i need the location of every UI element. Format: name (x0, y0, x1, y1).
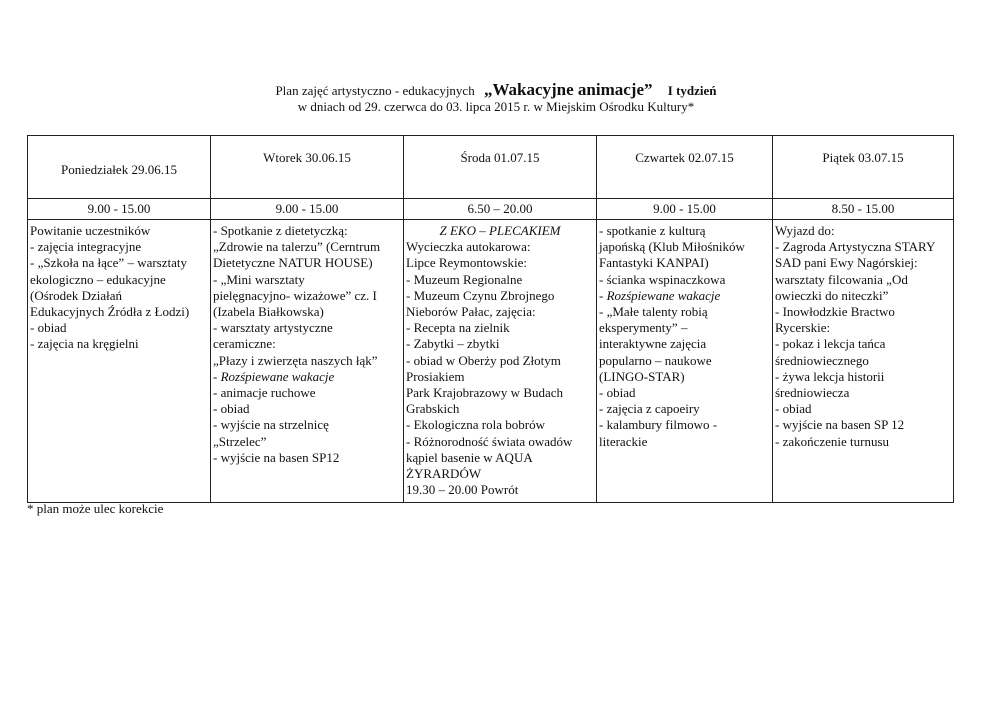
day-header-friday: Piątek 03.07.15 (773, 136, 954, 199)
activity-line: - Zabytki – zbytki (406, 336, 500, 352)
time-tuesday: 9.00 - 15.00 (211, 199, 404, 220)
activity-line: Wyjazd do: (775, 223, 835, 238)
activity-line: ŻYRARDÓW (406, 466, 482, 482)
activity-line: średniowiecznego (775, 352, 869, 368)
activity-line: Wycieczka autokarowa: (406, 239, 531, 255)
activity-line: - ścianka wspinaczkowa (599, 271, 726, 287)
activity-line: Dietetyczne NATUR HOUSE) (213, 255, 373, 271)
activity-line: (LINGO-STAR) (599, 368, 685, 384)
title-prefix: Plan zajęć artystyczno - edukacyjnych (275, 83, 475, 98)
activity-line: Edukacyjnych Źródła z Łodzi) (30, 304, 190, 320)
activity-line: 19.30 – 20.00 Powrót (406, 482, 519, 498)
activity-line: SAD pani Ewy Nagórskiej: (775, 255, 918, 271)
day-header-thursday: Czwartek 02.07.15 (597, 136, 773, 199)
activity-line: - Muzeum Czynu Zbrojnego (406, 287, 555, 303)
activity-line: (Ośrodek Działań (30, 287, 123, 303)
activity-line: Lipce Reymontowskie: (406, 255, 527, 271)
activity-line: - Rozśpiewane wakacje (599, 287, 721, 303)
activity-line: - zakończenie turnusu (775, 433, 890, 449)
activity-line: - żywa lekcja historii (775, 368, 885, 384)
activity-line: Z EKO – PLECAKIEM (439, 223, 561, 238)
activity-line: - obiad (213, 401, 250, 417)
schedule-table (27, 135, 954, 503)
time-monday: 9.00 - 15.00 (28, 199, 211, 220)
activities-row (28, 220, 954, 503)
activity-line: interaktywne zajęcia (599, 336, 707, 352)
activity-line: Grabskich (406, 401, 460, 417)
activities-wednesday (404, 220, 597, 503)
activity-line: - „Małe talenty robią (599, 304, 708, 320)
activity-line: - „Mini warsztaty (213, 271, 305, 287)
footnote: * plan może ulec korekcie (27, 501, 164, 516)
activity-line: - obiad (775, 401, 812, 417)
activity-line: pielęgnacyjno- wizażowe” cz. I (213, 287, 377, 303)
time-thursday: 9.00 - 15.00 (597, 199, 773, 220)
activity-line: - spotkanie z kulturą (599, 223, 706, 238)
activity-line: - zajęcia integracyjne (30, 239, 142, 255)
day-header-tuesday: Wtorek 30.06.15 (211, 136, 404, 199)
activity-line: „Zdrowie na talerzu” (Cerntrum (213, 239, 381, 255)
activity-line: - wyjście na strzelnicę (213, 417, 329, 433)
activity-line: - Muzeum Regionalne (406, 271, 523, 287)
activity-line: Prosiakiem (406, 368, 465, 384)
activity-line: - obiad (599, 385, 636, 401)
activity-line: - wyjście na basen SP12 (213, 449, 340, 465)
title-line-1 (0, 82, 992, 99)
activity-line: - Zagroda Artystyczna STARY (775, 239, 936, 255)
title-line-2: w dniach od 29. czerwca do 03. lipca 2015 r. w Miejskim Ośrodku Kultury* (297, 99, 695, 114)
activity-line: eksperymenty” – (599, 320, 688, 336)
activity-line: „Płazy i zwierzęta naszych łąk” (213, 352, 378, 368)
activity-line: - obiad (30, 320, 67, 336)
activities-friday (773, 220, 954, 503)
activity-line: - zajęcia na kręgielni (30, 336, 139, 352)
time-row (28, 199, 954, 220)
activity-line: Fantastyki KANPAI) (599, 255, 709, 271)
activities-monday (28, 220, 211, 503)
program-name: „Wakacyjne animacje” (483, 80, 653, 99)
activity-line: - Różnorodność świata owadów (406, 433, 573, 449)
activity-line: „Strzelec” (213, 433, 267, 449)
activity-line: - Ekologiczna rola bobrów (406, 417, 545, 433)
activity-line: ekologiczno – edukacyjne (30, 271, 166, 287)
activity-line: kąpiel basenie w AQUA (406, 449, 533, 465)
activities-thursday (597, 220, 773, 503)
activity-line: - obiad w Oberży pod Złotym (406, 352, 561, 368)
activity-line: Powitanie uczestników (30, 223, 151, 238)
activity-line: - Rozśpiewane wakacje (213, 368, 335, 384)
week-label: I tydzień (667, 83, 717, 98)
activities-tuesday (211, 220, 404, 503)
activity-line: owieczki do niteczki” (775, 287, 889, 303)
document-title (0, 82, 992, 115)
activity-line: - Spotkanie z dietetyczką: (213, 223, 348, 238)
time-friday: 8.50 - 15.00 (773, 199, 954, 220)
activity-line: ceramiczne: (213, 336, 276, 352)
activity-line: Park Krajobrazowy w Budach (406, 385, 564, 401)
activity-line: Rycerskie: (775, 320, 831, 336)
activity-line: - warsztaty artystyczne (213, 320, 333, 336)
activity-line: - animacje ruchowe (213, 385, 316, 401)
activity-line: literackie (599, 433, 648, 449)
day-header-row (28, 136, 954, 199)
activity-line: - wyjście na basen SP 12 (775, 417, 905, 433)
activity-line: japońską (Klub Miłośników (599, 239, 745, 255)
activity-line: - pokaz i lekcja tańca (775, 336, 886, 352)
activity-line: Nieborów Pałac, zajęcia: (406, 304, 536, 320)
activity-line: - Recepta na zielnik (406, 320, 510, 336)
activity-line: warsztaty filcowania „Od (775, 271, 908, 287)
activity-line: - „Szkoła na łące” – warsztaty (30, 255, 188, 271)
activity-line: popularno – naukowe (599, 352, 712, 368)
time-wednesday: 6.50 – 20.00 (404, 199, 597, 220)
activity-line: (Izabela Białkowska) (213, 304, 324, 320)
activity-line: średniowiecza (775, 385, 850, 401)
activity-line: - zajęcia z capoeiry (599, 401, 700, 417)
day-header-wednesday: Środa 01.07.15 (404, 136, 597, 199)
day-header-monday: Poniedziałek 29.06.15 (28, 136, 211, 199)
activity-line: - Inowłodzkie Bractwo (775, 304, 895, 320)
activity-line: - kalambury filmowo - (599, 417, 718, 433)
